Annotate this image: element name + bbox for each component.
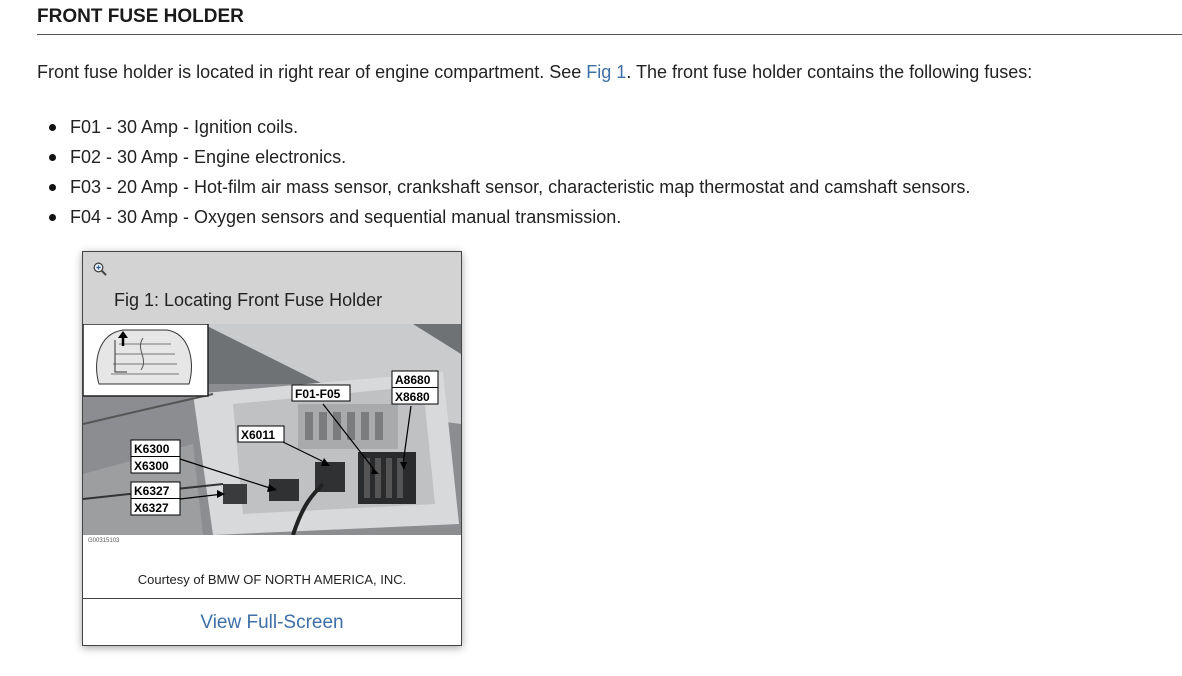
image-code: G00315103 (88, 538, 120, 544)
figure-card (82, 251, 462, 646)
fuse-list-item: F03 - 20 Amp - Hot-film air mass sensor, crankshaft sensor, characteristic map thermostat and camshaft sensors. (37, 174, 970, 204)
figure-divider (83, 598, 461, 599)
fuse-list-item: F02 - 30 Amp - Engine electronics. (37, 144, 970, 174)
zoom-in-icon[interactable] (93, 262, 107, 276)
label-x6011: X6011 (241, 428, 276, 442)
section-heading: FRONT FUSE HOLDER (37, 6, 1182, 35)
figure-title: Fig 1: Locating Front Fuse Holder (114, 290, 383, 310)
fuse-list (37, 114, 970, 234)
courtesy-caption: Courtesy of BMW OF NORTH AMERICA, INC. (137, 572, 407, 587)
label-x6300: X6300 (134, 459, 169, 473)
intro-text-after: . The front fuse holder contains the following fuses: (626, 62, 1033, 82)
fuse-holder-photo[interactable] (83, 324, 461, 535)
label-k6300: K6300 (134, 442, 170, 456)
label-x6327: X6327 (134, 501, 169, 515)
view-fullscreen-link[interactable]: View Full-Screen (200, 612, 344, 633)
label-x8680: X8680 (395, 390, 430, 404)
intro-text-before: Front fuse holder is located in right rear of engine compartment. See (37, 62, 587, 82)
label-f01-f05: F01-F05 (295, 387, 341, 401)
fig-1-link[interactable]: Fig 1 (586, 62, 627, 82)
intro-paragraph (37, 62, 1032, 83)
label-k6327: K6327 (134, 484, 170, 498)
fuse-list-item: F01 - 30 Amp - Ignition coils. (37, 114, 970, 144)
fuse-list-item: F04 - 30 Amp - Oxygen sensors and sequential manual transmission. (37, 204, 970, 234)
figure-header (83, 252, 461, 324)
label-a8680: A8680 (395, 373, 431, 387)
